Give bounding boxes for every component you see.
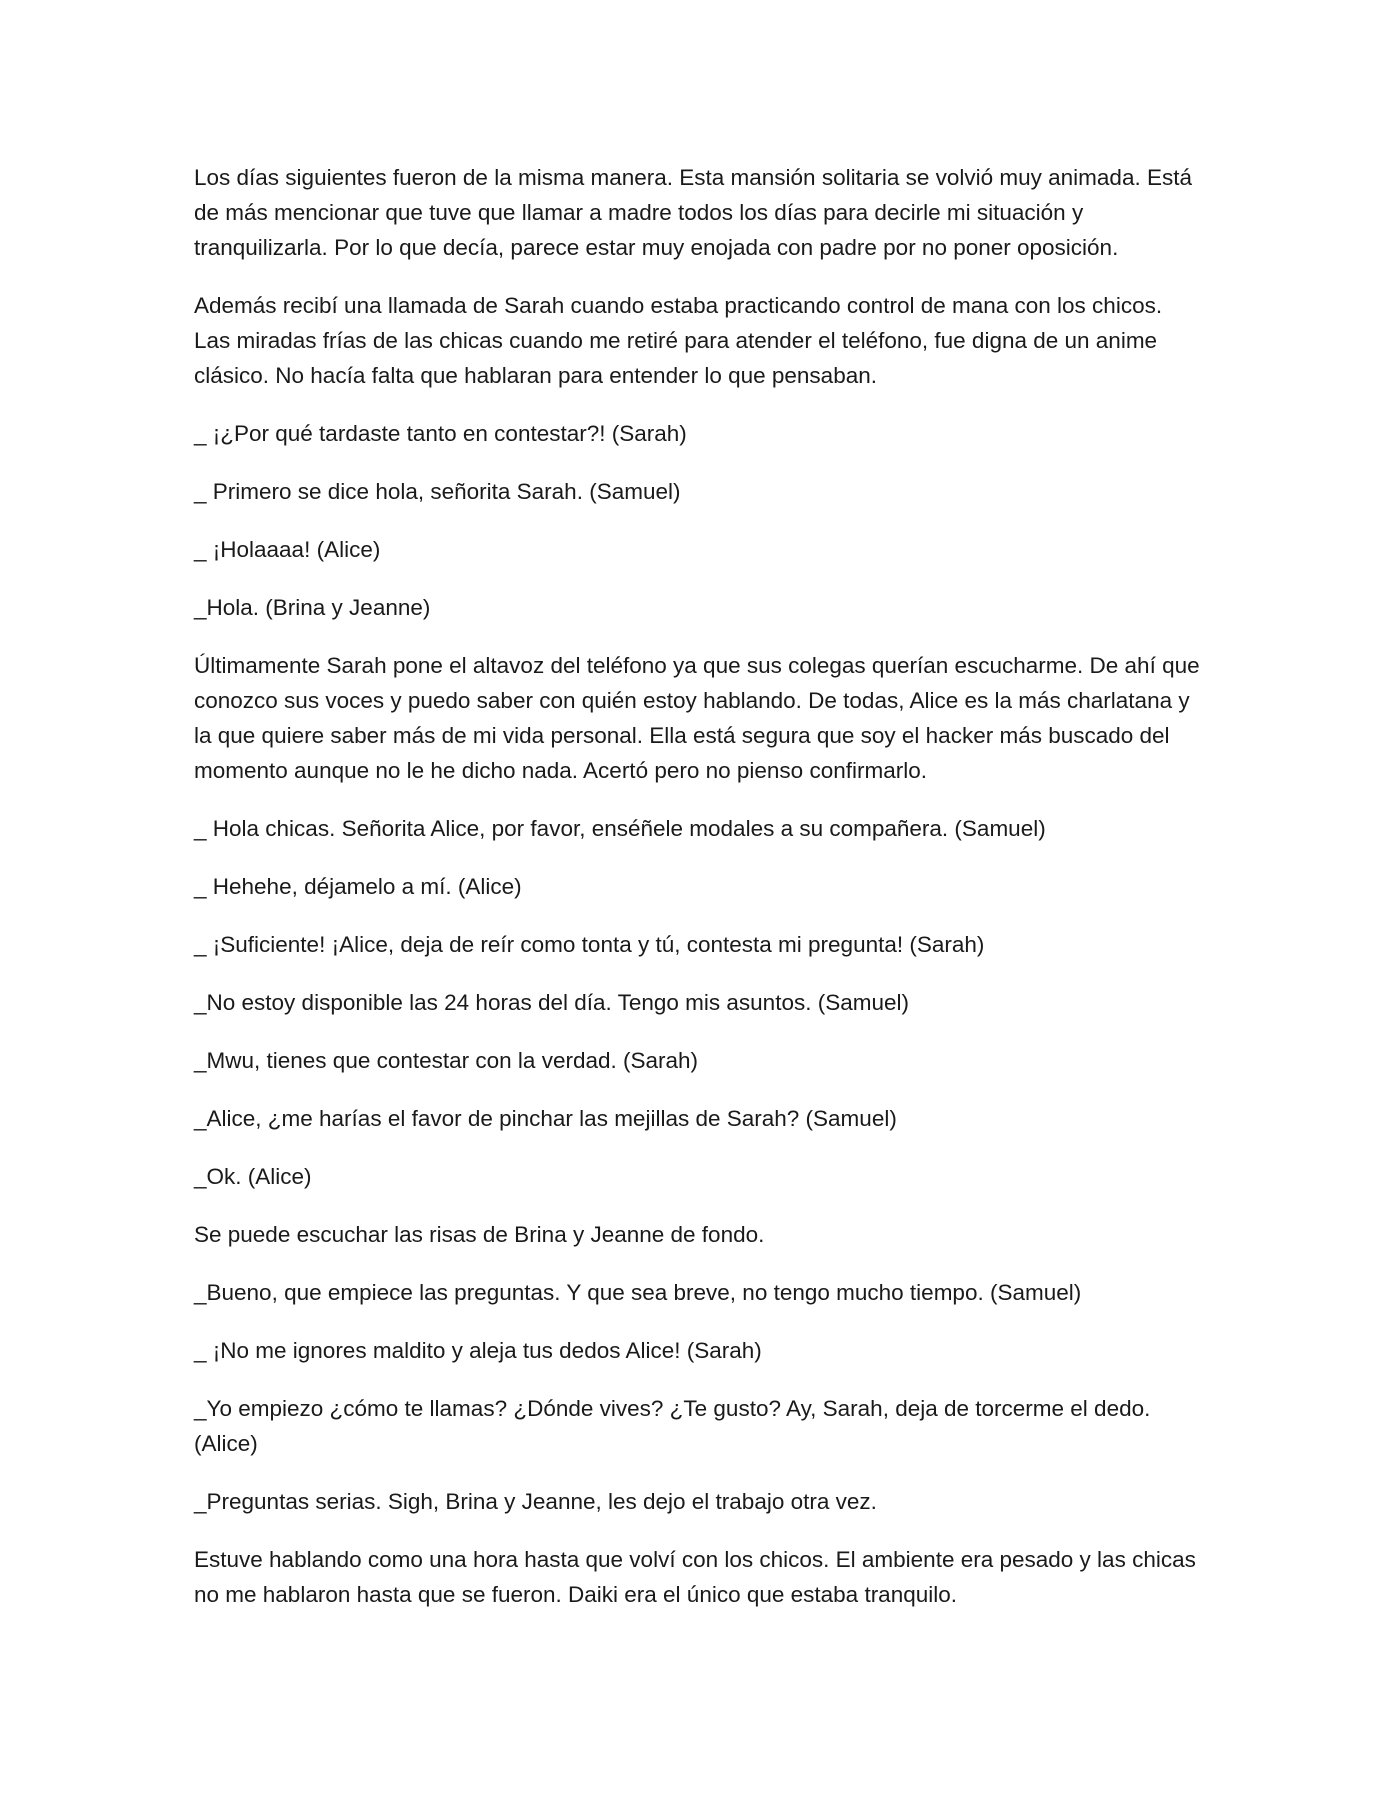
paragraph-narration: Últimamente Sarah pone el altavoz del teléfono ya que sus colegas querían escucharme. De ahí que conozco sus voces y puedo saber con quién estoy hablando. De todas, Alice es la más charlatana y la que quiere saber más de mi vida personal. Ella está segura que soy el hacker más buscado del momento aunque no le he dicho nada. Acertó pero no pienso confirmarlo. — [194, 653, 1200, 783]
dialogue-line: _ ¡Suficiente! ¡Alice, deja de reír como tonta y tú, contesta mi pregunta! (Sarah) — [194, 932, 985, 957]
dialogue-line: _ ¡¿Por qué tardaste tanto en contestar?! (Sarah) — [194, 421, 687, 446]
dialogue-line: _ ¡No me ignores maldito y aleja tus dedos Alice! (Sarah) — [194, 1338, 762, 1363]
dialogue-line: _ ¡Holaaaa! (Alice) — [194, 537, 381, 562]
paragraph-narration: Estuve hablando como una hora hasta que volví con los chicos. El ambiente era pesado y las chicas no me hablaron hasta que se fueron. Daiki era el único que estaba tranquilo. — [194, 1547, 1196, 1607]
dialogue-line: _Mwu, tienes que contestar con la verdad. (Sarah) — [194, 1048, 699, 1073]
dialogue-line: _Hola. (Brina y Jeanne) — [194, 595, 431, 620]
dialogue-line: _Preguntas serias. Sigh, Brina y Jeanne, les dejo el trabajo otra vez. — [194, 1489, 877, 1514]
dialogue-line: _Bueno, que empiece las preguntas. Y que sea breve, no tengo mucho tiempo. (Samuel) — [194, 1280, 1082, 1305]
paragraph-narration: Se puede escuchar las risas de Brina y Jeanne de fondo. — [194, 1222, 765, 1247]
dialogue-line: _Yo empiezo ¿cómo te llamas? ¿Dónde vives? ¿Te gusto? Ay, Sarah, deja de torcerme el dedo. (Alice) — [194, 1396, 1151, 1456]
paragraph-narration: Los días siguientes fueron de la misma manera. Esta mansión solitaria se volvió muy animada. Está de más mencionar que tuve que llamar a madre todos los días para decirle mi situación y tranquilizarla. Por lo que decía, parece estar muy enojada con padre por no poner oposición. — [194, 165, 1192, 260]
dialogue-line: _ Hola chicas. Señorita Alice, por favor, enséñele modales a su compañera. (Samuel) — [194, 816, 1046, 841]
paragraph-narration: Además recibí una llamada de Sarah cuando estaba practicando control de mana con los chicos. Las miradas frías de las chicas cuando me retiré para atender el teléfono, fue digna de un anime clásico. No hacía falta que hablaran para entender lo que pensaban. — [194, 293, 1163, 388]
dialogue-line: _ Hehehe, déjamelo a mí. (Alice) — [194, 874, 522, 899]
dialogue-line: _No estoy disponible las 24 horas del día. Tengo mis asuntos. (Samuel) — [194, 990, 909, 1015]
dialogue-line: _Alice, ¿me harías el favor de pinchar las mejillas de Sarah? (Samuel) — [194, 1106, 897, 1131]
dialogue-line: _Ok. (Alice) — [194, 1164, 312, 1189]
dialogue-line: _ Primero se dice hola, señorita Sarah. (Samuel) — [194, 479, 681, 504]
document-body — [194, 160, 1204, 1635]
